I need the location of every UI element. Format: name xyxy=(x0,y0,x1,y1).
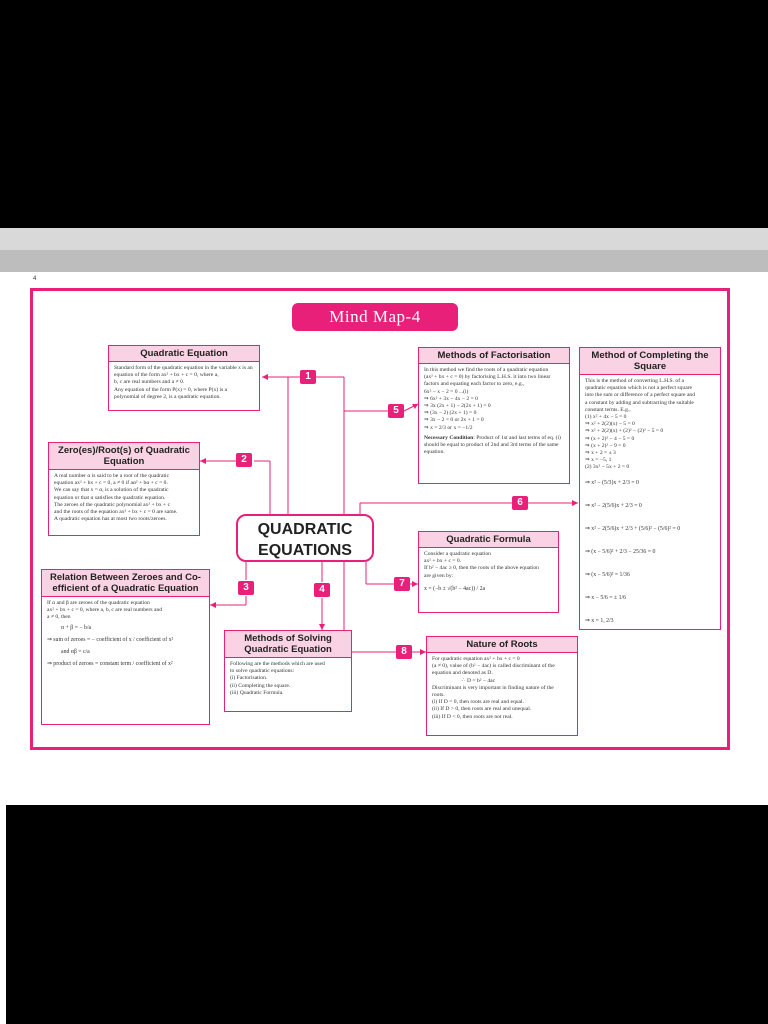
factorisation-heading: Methods of Factorisation xyxy=(419,348,569,364)
quadratic-formula: x = (−b ± √(b² − 4ac)) / 2a xyxy=(424,585,486,592)
text-line: The zeroes of the quadratic polynomial ax² + bx + c xyxy=(54,501,171,508)
text-line: ⇒ 3x (2x + 1) − 2(2x + 1) = 0 xyxy=(424,403,491,410)
text-line: We can say that x = α, is a solution of the quadratic xyxy=(54,487,169,494)
text-line: 6x² − x − 2 = 0 ...(i) xyxy=(424,388,469,395)
quadratic-formula-body xyxy=(419,548,558,598)
central-topic-line2: EQUATIONS xyxy=(258,542,352,559)
text-line: Any equation of the form P(x) = 0, where P(x) is a xyxy=(114,386,228,393)
text-line: Consider a quadratic equation xyxy=(424,551,491,557)
zeroes-roots-box xyxy=(48,442,200,536)
methods-solving-heading: Methods of Solving Quadratic Equation xyxy=(225,631,351,658)
text-line: ⇒ x² − 2(5/6)x + 2/3 = 0 xyxy=(585,502,642,509)
zeroes-roots-body xyxy=(49,470,199,526)
text-line: In this method we find the roots of a quadratic equation xyxy=(424,367,549,373)
badge-8: 8 xyxy=(396,645,412,659)
text-line: equation or that α satisfies the quadratic equation. xyxy=(54,494,166,501)
factorisation-body xyxy=(419,364,569,459)
badge-1: 1 xyxy=(300,370,316,384)
completing-square-heading: Method of Completing the Square xyxy=(580,348,720,375)
factorisation-box xyxy=(418,347,570,484)
text-line: (i) If D = 0, then roots are real and equal. xyxy=(432,699,524,706)
central-topic-line1: QUADRATIC xyxy=(257,521,353,538)
quadratic-formula-box xyxy=(418,531,559,613)
text-line: quadratic equation which is not a perfect square xyxy=(585,385,693,392)
badge-7: 7 xyxy=(394,577,410,591)
text-line: ⇒ x² − (5/3)x + 2/3 = 0 xyxy=(585,479,639,486)
text-line: Standard form of the quadratic equation in the variable x is an equation of the form ax² + bx + c = 0, where a, xyxy=(114,365,253,379)
text-line: ⇒ (x + 2)² − 4 − 5 = 0 xyxy=(585,435,635,442)
text-line: ⇒ (x − 5/6)² = 1/36 xyxy=(585,571,630,578)
sum-equation: α + β = − b/a xyxy=(61,624,92,631)
badge-6: 6 xyxy=(512,496,528,510)
text-line: equation and denoted as D. xyxy=(432,670,493,677)
text-line: ax² + bx + c = 0. xyxy=(424,558,462,565)
text-line: ⇒ 6x² + 3x − 4x − 2 = 0 xyxy=(424,395,478,402)
text-span: : Product of 1st and last terms of eq. (i) should be equal to product of 2nd and 3rd terms of the same equation. xyxy=(424,434,561,456)
text-line: This is the method of converting L.H.S. of a xyxy=(585,378,684,384)
text-line: (ii) Completing the square. xyxy=(230,682,291,689)
text-line: (2) 3x² − 5x + 2 = 0 xyxy=(585,464,630,471)
necessary-condition xyxy=(424,435,564,457)
text-line: Discriminant is very important in finding nature of the xyxy=(432,684,554,691)
text-line: ⇒ 3x − 2 = 0 or 2x + 1 = 0 xyxy=(424,417,484,424)
text-line: If b² − 4ac ≥ 0, then the roots of the above equation xyxy=(424,565,539,572)
text-line: ∴ D = b² − 4ac xyxy=(462,677,496,684)
text-line: (a ≠ 0), value of (b² − 4ac) is called discriminant of the xyxy=(432,663,555,670)
text-line: a ≠ 0, then xyxy=(47,614,71,621)
product-of-zeroes-row xyxy=(47,658,204,670)
text-line: polynomial of degree 2, is a quadratic equation. xyxy=(114,393,221,400)
methods-solving-body xyxy=(225,658,351,700)
nature-of-roots-heading: Nature of Roots xyxy=(427,637,577,653)
text-line: ⇒ x² + 2(2)(x) + (2)² − (2)² − 5 = 0 xyxy=(585,428,664,435)
central-topic xyxy=(236,514,374,562)
text-line: to solve quadratic equations: xyxy=(230,668,295,675)
text-line: roots. xyxy=(432,692,445,699)
text-line: are given by: xyxy=(424,572,454,579)
text-line: A quadratic equation has at most two roots/zeroes. xyxy=(54,516,167,523)
text-line: (iii) If D < 0, then roots are not real. xyxy=(432,713,513,720)
sum-of-zeroes-row xyxy=(47,634,204,646)
quadratic-formula-heading: Quadratic Formula xyxy=(419,532,558,548)
text-line: (ii) If D > 0, then roots are real and unequal. xyxy=(432,706,532,713)
text-line: ⇒ x = −5, 1 xyxy=(585,457,612,464)
text-line: ⇒ (x − 5/6)² + 2/3 − 25/36 = 0 xyxy=(585,548,656,555)
text-line: ⇒ (3x − 2) (2x + 1) = 0 xyxy=(424,410,477,417)
methods-solving-box xyxy=(224,630,352,712)
relation-box xyxy=(41,569,210,725)
text-line: (1) x² + 4x − 5 = 0 xyxy=(585,414,627,421)
text-line: a constant by adding and subtracting the suitable xyxy=(585,399,694,406)
page-number: 4 xyxy=(33,276,37,282)
product-equation: and αβ = c/a xyxy=(61,648,90,655)
text-line: ⇒ x² + 2(2)(x) − 5 = 0 xyxy=(585,421,635,428)
text-span: ⇒ sum of zeroes = − xyxy=(47,636,95,643)
relation-heading: Relation Between Zeroes and Co-efficient of a Quadratic Equation xyxy=(42,570,209,597)
text-line: A real number α is said to be a root of the quadratic xyxy=(54,473,170,479)
text-line: ⇒ x + 2 = ± 3 xyxy=(585,450,616,457)
text-line: ⇒ (x + 2)² − 9 = 0 xyxy=(585,442,626,449)
text-line: (ax² + bx + c = 0) by factorising L.H.S. it into two linear xyxy=(424,374,551,381)
text-line: ax² + bx + c = 0, where a, b, c are real numbers and xyxy=(47,607,163,614)
relation-body xyxy=(42,597,209,673)
text-span: coefficient of x / coefficient of x² xyxy=(96,636,174,643)
text-line: (i) Factorisation. xyxy=(230,675,268,682)
text-line: If α and β are zeroes of the quadratic equation xyxy=(47,600,150,606)
badge-2: 2 xyxy=(236,453,252,467)
badge-4: 4 xyxy=(314,583,330,597)
text-line: ⇒ x = 1, 2/3 xyxy=(585,617,614,624)
text-line: For quadratic equation ax² + bx + c = 0 xyxy=(432,656,520,662)
completing-square-box xyxy=(579,347,721,630)
text-line: factors and equating each factor to zero, e.g., xyxy=(424,381,525,388)
text-line: constant terms. E.g., xyxy=(585,406,631,413)
badge-3: 3 xyxy=(238,581,254,595)
zeroes-roots-heading: Zero(es)/Root(s) of Quadratic Equation xyxy=(49,443,199,470)
text-span: constant term / coefficient of x² xyxy=(99,660,173,667)
text-line: equation ax² + bx + c = 0, a ≠ 0 if aα² + bα + c = 0. xyxy=(54,480,168,487)
text-span: ⇒ product of zeroes = xyxy=(47,660,99,667)
text-line: b, c are real numbers and a ≠ 0. xyxy=(114,379,185,386)
nature-of-roots-body xyxy=(427,653,577,724)
badge-5: 5 xyxy=(388,404,404,418)
text-line: ⇒ x² − 2(5/6)x + 2/3 + (5/6)² − (5/6)² = 0 xyxy=(585,525,681,532)
text-line: into the sum or difference of a perfect square and xyxy=(585,392,696,399)
quadratic-equation-body xyxy=(109,362,259,404)
text-line: and the roots of the equation ax² + bx + c = 0 are same. xyxy=(54,509,178,516)
text-line: ⇒ x − 5/6 = ± 1/6 xyxy=(585,594,626,601)
quadratic-equation-heading: Quadratic Equation xyxy=(109,346,259,362)
quadratic-equation-box xyxy=(108,345,260,411)
nature-of-roots-box xyxy=(426,636,578,736)
text-line: (iii) Quadratic Formula. xyxy=(230,689,284,696)
text-line: ⇒ x = 2/3 or x = −1/2 xyxy=(424,424,473,431)
text-line: Following are the methods which are used xyxy=(230,661,325,667)
completing-square-body xyxy=(580,375,720,636)
mind-map-title: Mind Map-4 xyxy=(292,303,458,331)
text-span: Necessary Condition xyxy=(424,434,474,441)
